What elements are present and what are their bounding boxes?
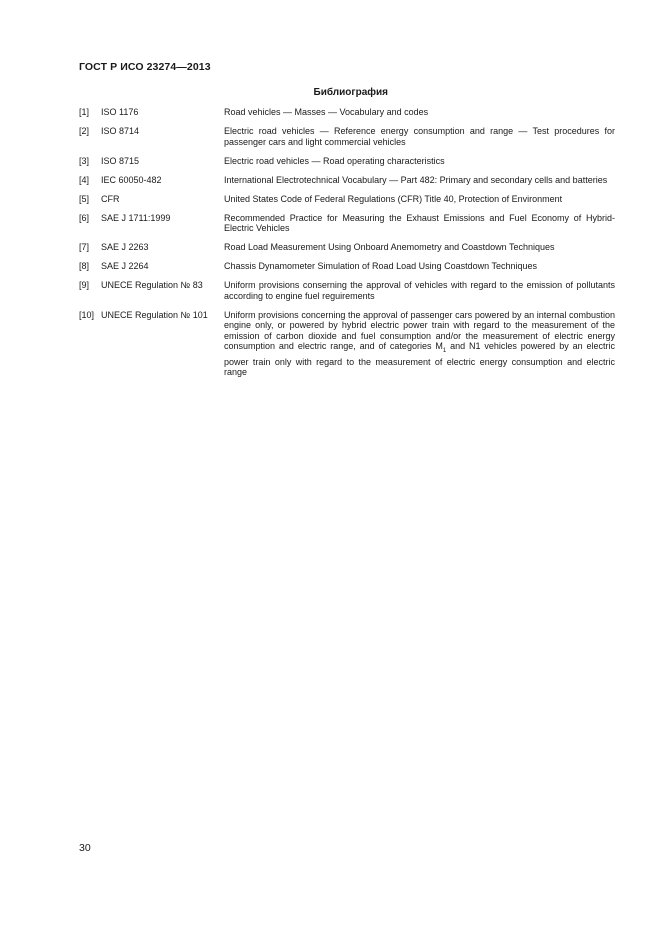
bibliography-entry — [79, 310, 615, 378]
page-number: 30 — [79, 842, 91, 854]
entry-code: ISO 1176 — [101, 107, 139, 117]
bibliography-entry — [79, 194, 615, 205]
entry-number: [1] — [79, 107, 90, 117]
bibliography-entry — [79, 261, 615, 272]
entry-number: [3] — [79, 155, 90, 166]
entry-number: [10] — [79, 309, 95, 320]
entry-description: Chassis Dynamometer Simulation of Road Load Using Coastdown Techniques — [224, 261, 538, 272]
entry-description — [224, 310, 615, 378]
subscript-index: 1 — [442, 348, 447, 355]
entry-description: Electric road vehicles — Road operating characteristics — [224, 155, 445, 166]
bibliography-entry — [79, 175, 615, 186]
entry-description: Road Load Measurement Using Onboard Anemometry and Coastdown Techniques — [224, 242, 555, 253]
entry-description: Recommended Practice for Measuring the Exhaust Emissions and Fuel Economy of Hybrid-Electric Vehicles — [224, 212, 615, 234]
entry-description-part: and N1 vehicles powered by an electric power train only with regard to the measurement of electric energy consumption and electric range — [224, 341, 615, 378]
entry-code: ISO 8715 — [101, 155, 140, 166]
bibliography-entry — [79, 126, 615, 147]
bibliography-entry — [79, 156, 615, 167]
entry-number: [7] — [79, 242, 90, 253]
entry-description: United States Code of Federal Regulations (CFR) Title 40, Protection of Environment — [224, 193, 563, 204]
entry-code: IEC 60050-482 — [101, 174, 162, 185]
entry-code: ISO 8714 — [101, 125, 140, 136]
section-title-text: Библиография — [313, 87, 388, 98]
entry-description: Uniform provisions conserning the approval of vehicles with regard to the emission of pollutants according to engine fuel reguirements — [224, 280, 615, 301]
entry-number: [8] — [79, 261, 90, 272]
entry-code: UNECE Regulation № 101 — [101, 309, 208, 320]
entry-code: SAE J 1711:1999 — [101, 212, 171, 223]
entry-number: [6] — [79, 212, 90, 223]
entry-code: UNECE Regulation № 83 — [101, 280, 203, 291]
entry-number: [9] — [79, 280, 90, 291]
entry-number: [5] — [79, 193, 90, 204]
bibliography-list — [79, 107, 615, 386]
entry-code: SAE J 2264 — [101, 261, 149, 272]
entry-description-part: Uniform provisions concerning the approval of passenger cars powered by an internal combustion engine only, or powered by hybrid electric power train with regard to the measurement of the emission of carbon dioxide and fuel consumption and/or the measurement of electric energy consumption and electric range, and of categories M — [224, 309, 615, 352]
section-title — [79, 87, 614, 98]
bibliography-entry — [79, 107, 615, 118]
entry-number: [2] — [79, 125, 90, 136]
entry-number: [4] — [79, 174, 90, 185]
entry-description: Road vehicles — Masses — Vocabulary and codes — [224, 107, 429, 117]
entry-code: CFR — [101, 193, 120, 204]
document-header: ГОСТ Р ИСО 23274—2013 — [79, 61, 211, 73]
bibliography-entry — [79, 280, 615, 301]
bibliography-entry — [79, 213, 615, 234]
entry-description: Electric road vehicles — Reference energy consumption and range — Test procedures for passenger cars and light commercial vehicles — [224, 125, 615, 147]
entry-description: International Electrotechnical Vocabulary — Part 482: Primary and secondary cells and batteries — [224, 174, 608, 185]
bibliography-entry — [79, 242, 615, 253]
entry-code: SAE J 2263 — [101, 242, 149, 253]
